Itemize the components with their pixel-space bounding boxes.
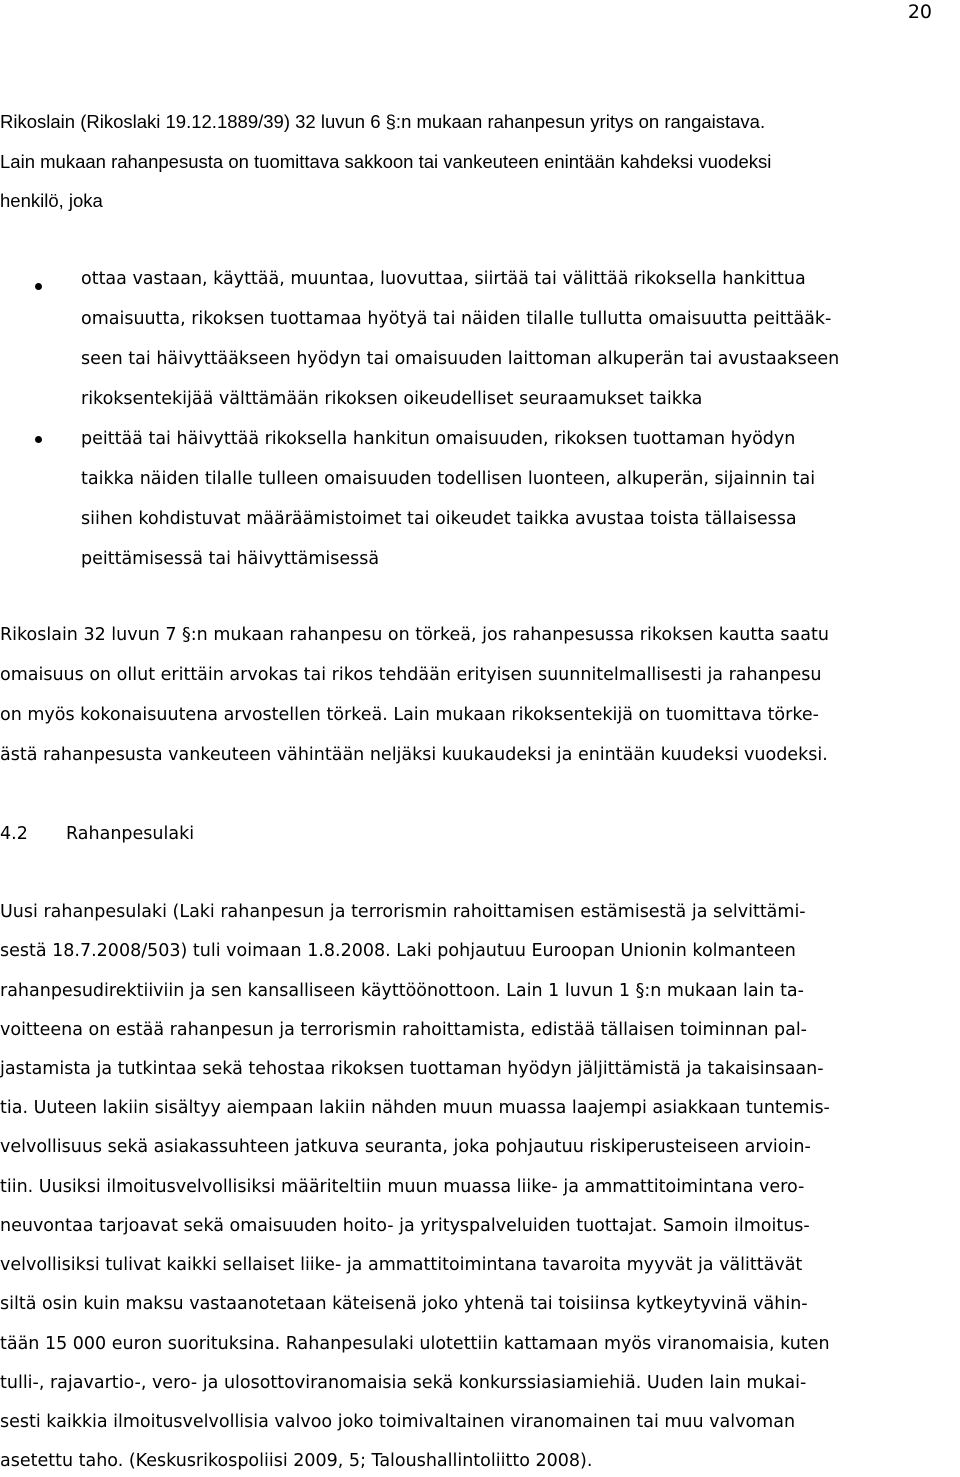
text-line: taikka näiden tilalle tulleen omaisuuden todellisen luonteen, alkuperän, sijainnin tai: [81, 469, 816, 489]
text-line: velvollisuus sekä asiakassuhteen jatkuva seuranta, joka pohjautuu riskiperusteiseen arvioin-: [0, 1137, 811, 1157]
text-line: tia. Uuteen lakiin sisältyy aiempaan lakiin nähden muun muassa laajempi asiakkaan tuntemis-: [0, 1098, 830, 1118]
text-line: peittää tai häivyttää rikoksella hankitun omaisuuden, rikoksen tuottaman hyödyn: [81, 429, 796, 449]
text-line: rikoksentekijää välttämään rikoksen oikeudelliset seuraamukset taikka: [81, 389, 703, 409]
section-title: Rahanpesulaki: [66, 824, 195, 844]
text-line: peittämisessä tai häivyttämisessä: [81, 549, 380, 569]
text-line: tulli-, rajavartio-, vero- ja ulosottoviranomaisia sekä konkurssiasiamiehiä. Uuden lain mukai-: [0, 1373, 807, 1393]
text-line: Rikoslain (Rikoslaki 19.12.1889/39) 32 luvun 6 §:n mukaan rahanpesun yritys on rangaistava.: [0, 111, 766, 132]
text-line: asetettu taho. (Keskusrikospoliisi 2009, 5; Taloushallintoliitto 2008).: [0, 1451, 593, 1471]
text-line: tiin. Uusiksi ilmoitusvelvollisiksi määriteltiin muun muassa liike- ja ammattitoimintana vero-: [0, 1177, 805, 1197]
text-line: rahanpesudirektiiviin ja sen kansalliseen käyttöönottoon. Lain 1 luvun 1 §:n mukaan lain ta-: [0, 981, 804, 1001]
section-number: 4.2: [0, 824, 28, 844]
text-line: ästä rahanpesusta vankeuteen vähintään neljäksi kuukaudeksi ja enintään kuudeksi vuodeksi.: [0, 745, 828, 765]
text-line: jastamista ja tutkintaa sekä tehostaa rikoksen tuottaman hyödyn jäljittämistä ja takaisinsaan-: [0, 1059, 824, 1079]
text-line: omaisuutta, rikoksen tuottamaa hyötyä tai näiden tilalle tullutta omaisuutta peittääk-: [81, 309, 832, 329]
text-line: henkilö, joka: [0, 190, 103, 211]
text-line: siltä osin kuin maksu vastaanotetaan käteisenä joko yhtenä tai toisiinsa kytkeytyvinä vähin-: [0, 1294, 808, 1314]
text-line: sesti kaikkia ilmoitusvelvollisia valvoo joko toimivaltainen viranomainen tai muu valvoman: [0, 1412, 796, 1432]
bullet-icon: [35, 283, 42, 290]
text-line: Lain mukaan rahanpesusta on tuomittava sakkoon tai vankeuteen enintään kahdeksi vuodeksi: [0, 151, 772, 172]
bullet-icon: [35, 436, 42, 443]
text-line: neuvontaa tarjoavat sekä omaisuuden hoito- ja yrityspalveluiden tuottajat. Samoin ilmoitus-: [0, 1216, 810, 1236]
text-line: voitteena on estää rahanpesun ja terrorismin rahoittamista, edistää tällaisen toiminnan pal-: [0, 1020, 807, 1040]
text-line: seen tai häivyttääkseen hyödyn tai omaisuuden laittoman alkuperän tai avustaakseen: [81, 349, 840, 369]
text-line: ottaa vastaan, käyttää, muuntaa, luovuttaa, siirtää tai välittää rikoksella hankittua: [81, 269, 806, 289]
text-line: velvollisiksi tulivat kaikki sellaiset liike- ja ammattitoimintana tavaroita myyvät ja välittävät: [0, 1255, 803, 1275]
text-line: sestä 18.7.2008/503) tuli voimaan 1.8.2008. Laki pohjautuu Euroopan Unionin kolmanteen: [0, 941, 796, 961]
text-line: Rikoslain 32 luvun 7 §:n mukaan rahanpesu on törkeä, jos rahanpesussa rikoksen kautta saatu: [0, 625, 829, 645]
text-line: siihen kohdistuvat määräämistoimet tai oikeudet taikka avustaa toista tällaisessa: [81, 509, 797, 529]
page-number: 20: [907, 1, 932, 23]
text-line: Uusi rahanpesulaki (Laki rahanpesun ja terrorismin rahoittamisen estämisestä ja selvittämi-: [0, 902, 806, 922]
text-line: tään 15 000 euron suorituksina. Rahanpesulaki ulotettiin kattamaan myös viranomaisia, kuten: [0, 1334, 830, 1354]
text-line: on myös kokonaisuutena arvostellen törkeä. Lain mukaan rikoksentekijä on tuomittava törke-: [0, 705, 819, 725]
text-line: omaisuus on ollut erittäin arvokas tai rikos tehdään erityisen suunnitelmallisesti ja rahanpesu: [0, 665, 822, 685]
